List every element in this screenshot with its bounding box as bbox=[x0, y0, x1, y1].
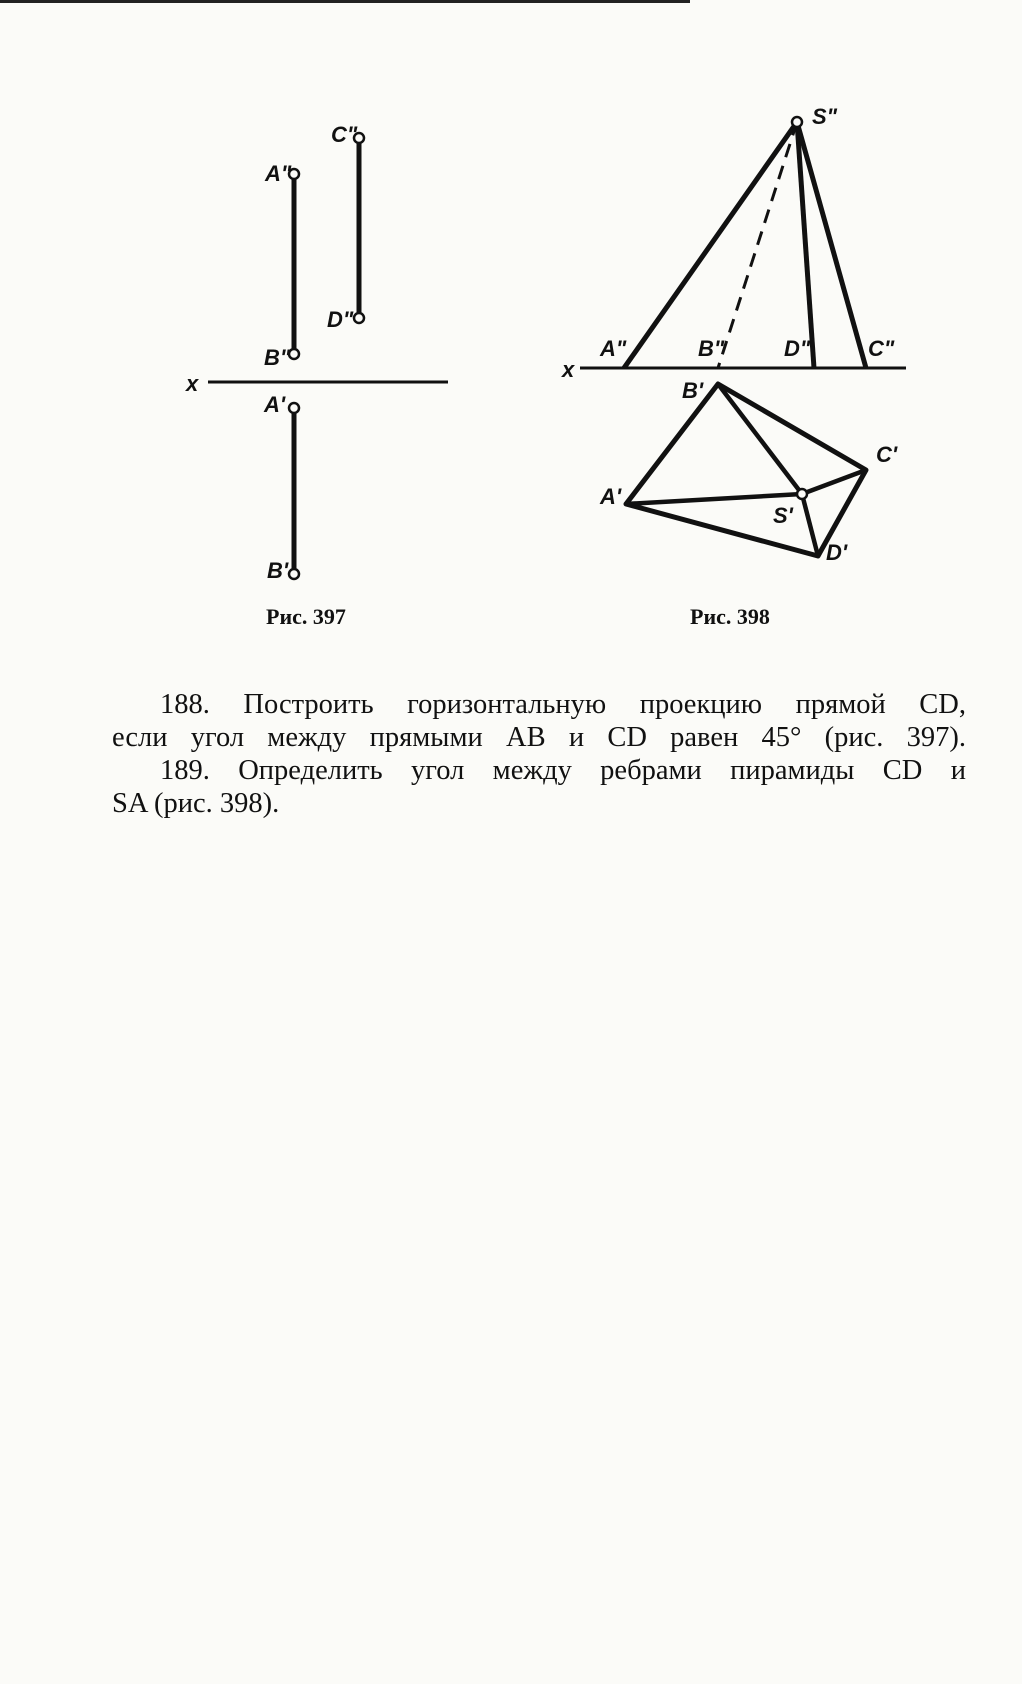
fig398-label-s1: S' bbox=[773, 503, 793, 528]
fig397-label-b1: B' bbox=[267, 558, 289, 583]
problem-188-line-1: 188. Построить горизонтальную проекцию прямой CD, bbox=[160, 689, 966, 720]
fig398-base-outline bbox=[626, 384, 866, 556]
fig398-label-c1: C' bbox=[876, 442, 898, 467]
figure-398 bbox=[580, 117, 906, 556]
fig397-point-d2 bbox=[354, 313, 364, 323]
fig397-point-a1 bbox=[289, 403, 299, 413]
fig398-label-d1: D' bbox=[826, 540, 848, 565]
fig397-caption: Рис. 397 bbox=[266, 604, 346, 629]
fig398-label-s2: S" bbox=[812, 104, 838, 129]
problem-189-line-1: 189. Определить угол между ребрами пирамиды CD и bbox=[160, 755, 966, 786]
fig398-label-b2: B" bbox=[698, 336, 725, 361]
problem-188-line-2: если угол между прямыми AB и CD равен 45° (рис. 397). bbox=[112, 722, 966, 753]
fig398-label-a1: A' bbox=[600, 484, 622, 509]
fig398-label-c2: C" bbox=[868, 336, 895, 361]
fig398-label-b1: B' bbox=[682, 378, 704, 403]
fig397-label-a1: A' bbox=[264, 392, 286, 417]
fig397-point-b2 bbox=[289, 349, 299, 359]
fig397-label-d2: D" bbox=[327, 307, 354, 332]
fig398-edge-s1d1 bbox=[802, 494, 818, 556]
fig398-edge-s2a2 bbox=[624, 122, 797, 368]
fig398-label-d2: D" bbox=[784, 336, 811, 361]
fig398-label-a2: A" bbox=[600, 336, 627, 361]
fig398-point-s2 bbox=[792, 117, 802, 127]
fig397-point-b1 bbox=[289, 569, 299, 579]
fig398-edge-s2b2-hidden bbox=[718, 122, 797, 368]
fig397-label-c2: C" bbox=[331, 122, 358, 147]
fig398-caption: Рис. 398 bbox=[690, 604, 770, 629]
fig397-axis-label: x bbox=[186, 371, 199, 396]
fig398-edge-s1b1 bbox=[718, 384, 802, 494]
fig398-point-s1 bbox=[797, 489, 807, 499]
problem-189-line-2: SA (рис. 398). bbox=[112, 788, 280, 819]
fig397-label-a2: A" bbox=[265, 161, 292, 186]
fig397-label-b2: B" bbox=[264, 345, 291, 370]
fig398-axis-label: x bbox=[562, 357, 575, 382]
figure-397 bbox=[208, 133, 448, 579]
figures-svg bbox=[0, 0, 1022, 640]
